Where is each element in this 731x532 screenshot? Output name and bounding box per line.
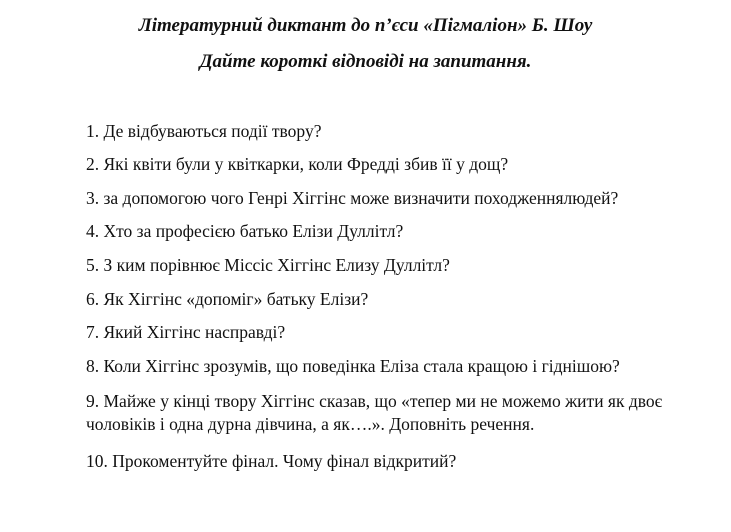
worksheet-instructions: Дайте короткі відповіді на запитання.: [199, 51, 532, 72]
question-1: 1. Де відбуваються події твору?: [86, 121, 322, 141]
question-4: 4. Хто за професією батько Елізи Дуллітл?: [86, 221, 404, 241]
question-2: 2. Які квіти були у квіткарки, коли Фредді збив її у дощ?: [86, 154, 509, 174]
worksheet-title: Літературний диктант до п’єси «Пігмаліон» Б. Шоу: [138, 15, 593, 36]
question-3: 3. за допомогою чого Генрі Хіггінс може визначити походженнялюдей?: [86, 188, 619, 208]
question-7: 7. Який Хіггінс насправді?: [86, 322, 286, 342]
question-5: 5. З ким порівнює Міссіс Хіггінс Елизу Дуллітл?: [86, 255, 450, 275]
question-6: 6. Як Хіггінс «допоміг» батьку Елізи?: [86, 289, 369, 309]
question-9-line-1: 9. Майже у кінці твору Хіггінс сказав, що «тепер ми не можемо жити як двоє: [86, 391, 663, 411]
question-9-line-2: чоловіків і одна дурна дівчина, а як….». Доповніть речення.: [86, 414, 535, 434]
question-10: 10. Прокоментуйте фінал. Чому фінал відкритий?: [86, 451, 457, 471]
question-8: 8. Коли Хіггінс зрозумів, що поведінка Еліза стала кращою і гіднішою?: [86, 356, 620, 376]
